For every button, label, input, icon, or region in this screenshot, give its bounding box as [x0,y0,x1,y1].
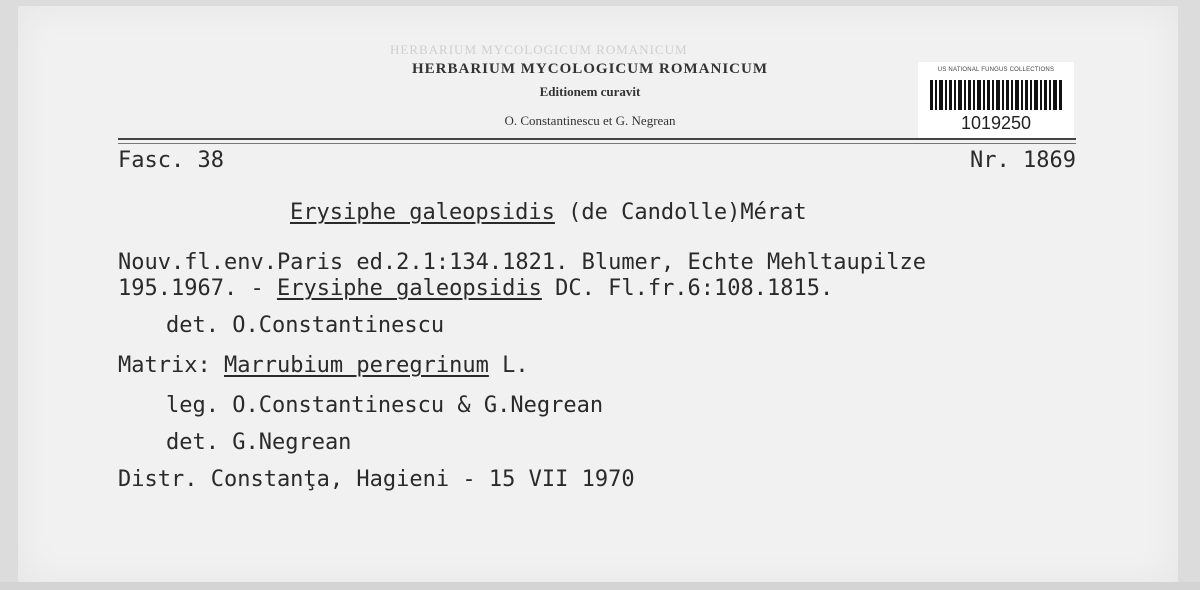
determiner-line-2: det. G.Negrean [166,430,352,455]
reference-taxon: Erysiphe galeopsidis [276,276,542,301]
taxon-authority: (de Candolle)Mérat [554,200,807,225]
fascicle-number: Fasc. 38 [118,148,224,173]
herbarium-title: HERBARIUM MYCOLOGICUM ROMANICUM [412,61,768,77]
collector-line: leg. O.Constantinescu & G.Negrean [166,393,604,418]
header-rule-thin [118,143,1076,144]
matrix-authority: L. [488,353,529,378]
specimen-number: Nr. 1869 [970,148,1076,173]
barcode-caption: US NATIONAL FUNGUS COLLECTIONS [937,67,1055,73]
ghost-bleed-text: HERBARIUM MYCOLOGICUM ROMANICUM [390,42,688,57]
header-rule-thick [118,138,1076,140]
reference-line-1: Nouv.fl.env.Paris ed.2.1:134.1821. Blumer, Echte Mehltaupilze [118,250,926,275]
taxon-title [290,200,807,225]
barcode-icon [930,80,1062,110]
taxon-name: Erysiphe galeopsidis [290,200,555,225]
bottom-edge [0,582,1200,590]
matrix-label: Matrix: [118,353,224,378]
matrix-line [118,353,529,378]
reference-line-2 [118,276,833,301]
matrix-host: Marrubium peregrinum [223,353,489,378]
reference-suffix: DC. Fl.fr.6:108.1815. [541,276,834,301]
reference-prefix: 195.1967. - [118,276,277,301]
distribution-line: Distr. Constanţa, Hagieni - 15 VII 1970 [118,467,635,492]
determiner-line-1: det. O.Constantinescu [166,313,445,338]
barcode-label [918,62,1074,140]
herbarium-subtitle: Editionem curavit [539,84,641,99]
herbarium-editors: O. Constantinescu et G. Negrean [504,113,676,128]
barcode-number: 1019250 [960,113,1032,133]
